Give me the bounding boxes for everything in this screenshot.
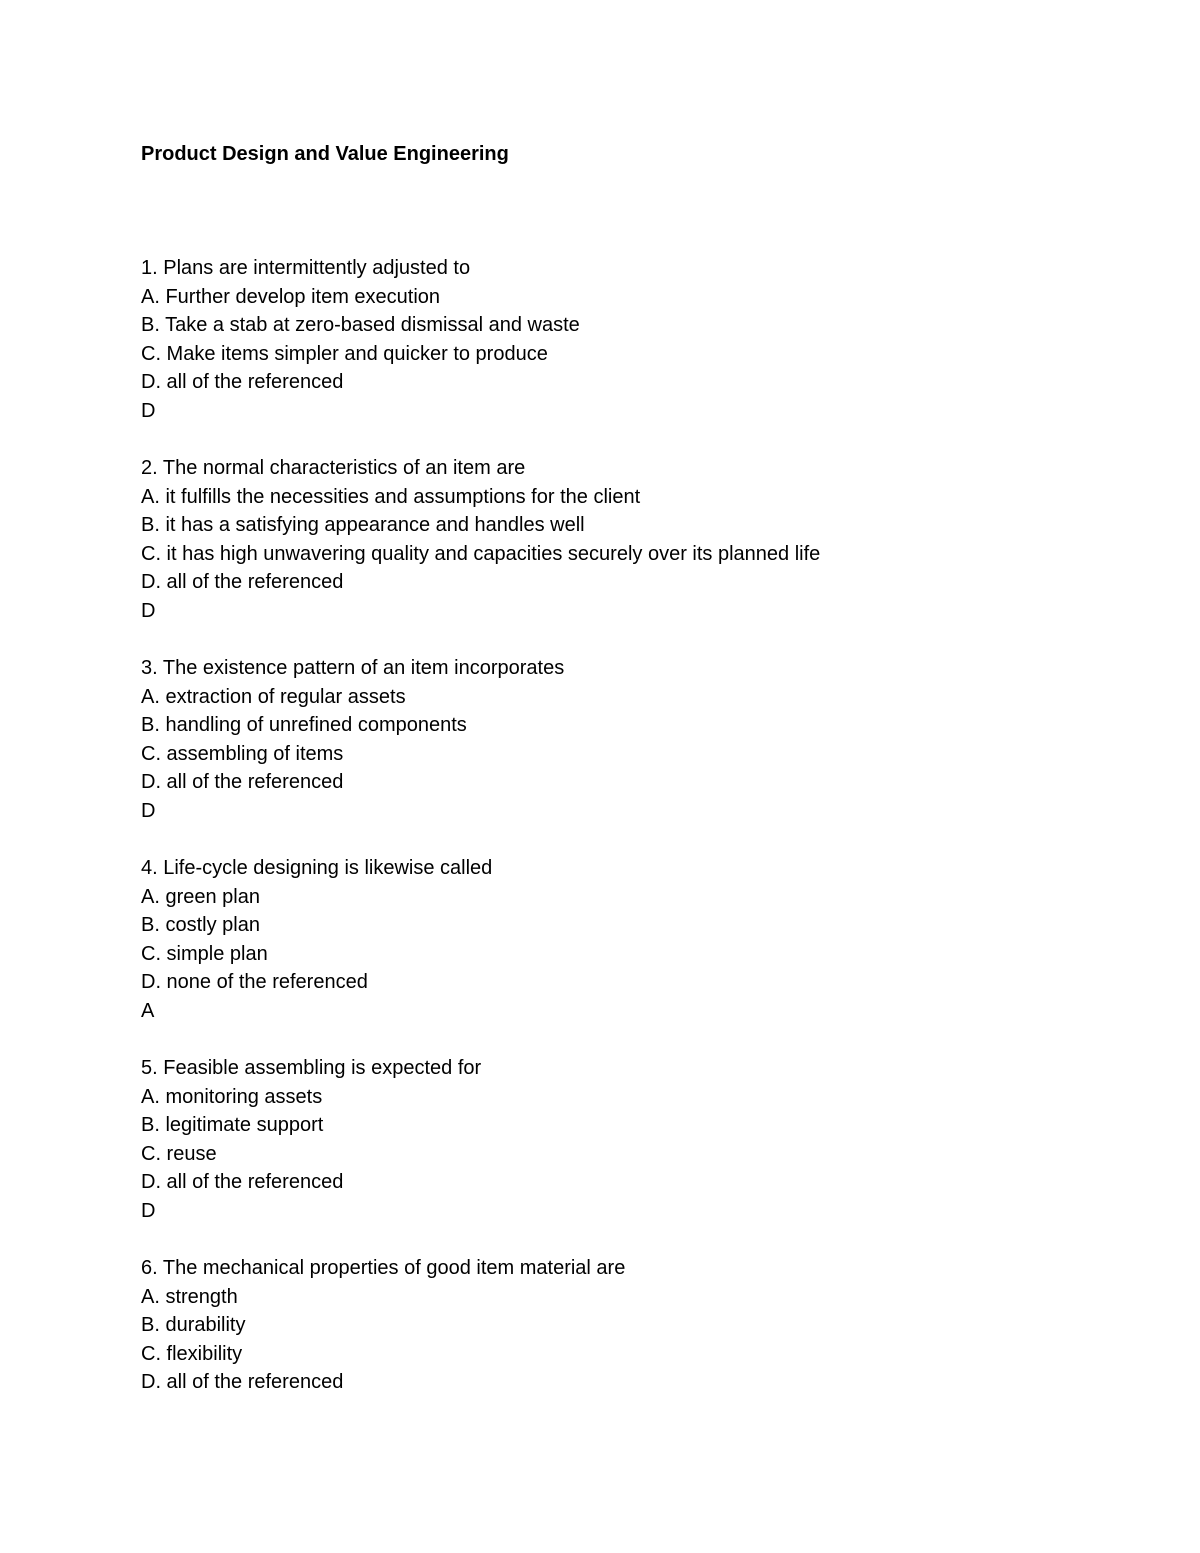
question-prompt: 4. Life-cycle designing is likewise called [141, 857, 493, 879]
answer: A [141, 999, 155, 1022]
question-4 [141, 854, 1141, 1025]
option-b: B. legitimate support [141, 1114, 324, 1136]
option-b: B. handling of unrefined components [141, 714, 467, 736]
option-b: B. Take a stab at zero-based dismissal and waste [141, 314, 580, 336]
option-c: C. flexibility [141, 1342, 243, 1365]
option-d: D. all of the referenced [141, 771, 344, 793]
question-prompt: 5. Feasible assembling is expected for [141, 1057, 482, 1079]
option-a: A. green plan [141, 885, 260, 908]
question-3 [141, 654, 1141, 825]
option-a: A. monitoring assets [141, 1085, 323, 1108]
option-c: C. it has high unwavering quality and capacities securely over its planned life [141, 542, 821, 565]
option-a: A. extraction of regular assets [141, 685, 406, 708]
option-d: D. all of the referenced [141, 371, 344, 393]
question-5 [141, 1054, 1141, 1225]
option-a: A. strength [141, 1285, 238, 1308]
option-c: C. simple plan [141, 942, 268, 965]
answer: D [141, 1199, 156, 1222]
document-title: Product Design and Value Engineering [141, 143, 509, 165]
option-c: C. reuse [141, 1142, 217, 1165]
answer: D [141, 399, 156, 422]
answer: D [141, 799, 156, 822]
question-list [141, 254, 1141, 1426]
option-b: B. it has a satisfying appearance and handles well [141, 514, 585, 536]
option-d: D. all of the referenced [141, 571, 344, 593]
option-a: A. Further develop item execution [141, 285, 441, 308]
option-b: B. durability [141, 1314, 246, 1336]
question-1 [141, 254, 1141, 425]
option-d: D. all of the referenced [141, 1371, 344, 1393]
question-6 [141, 1254, 1141, 1397]
question-prompt: 2. The normal characteristics of an item are [141, 457, 526, 479]
question-prompt: 1. Plans are intermittently adjusted to [141, 257, 471, 279]
option-c: C. Make items simpler and quicker to produce [141, 342, 548, 365]
question-prompt: 6. The mechanical properties of good item material are [141, 1257, 626, 1279]
option-c: C. assembling of items [141, 742, 344, 765]
option-d: D. none of the referenced [141, 971, 368, 993]
answer: D [141, 599, 156, 622]
option-b: B. costly plan [141, 914, 260, 936]
option-d: D. all of the referenced [141, 1171, 344, 1193]
question-2 [141, 454, 1141, 625]
option-a: A. it fulfills the necessities and assumptions for the client [141, 485, 641, 508]
question-prompt: 3. The existence pattern of an item incorporates [141, 657, 565, 679]
